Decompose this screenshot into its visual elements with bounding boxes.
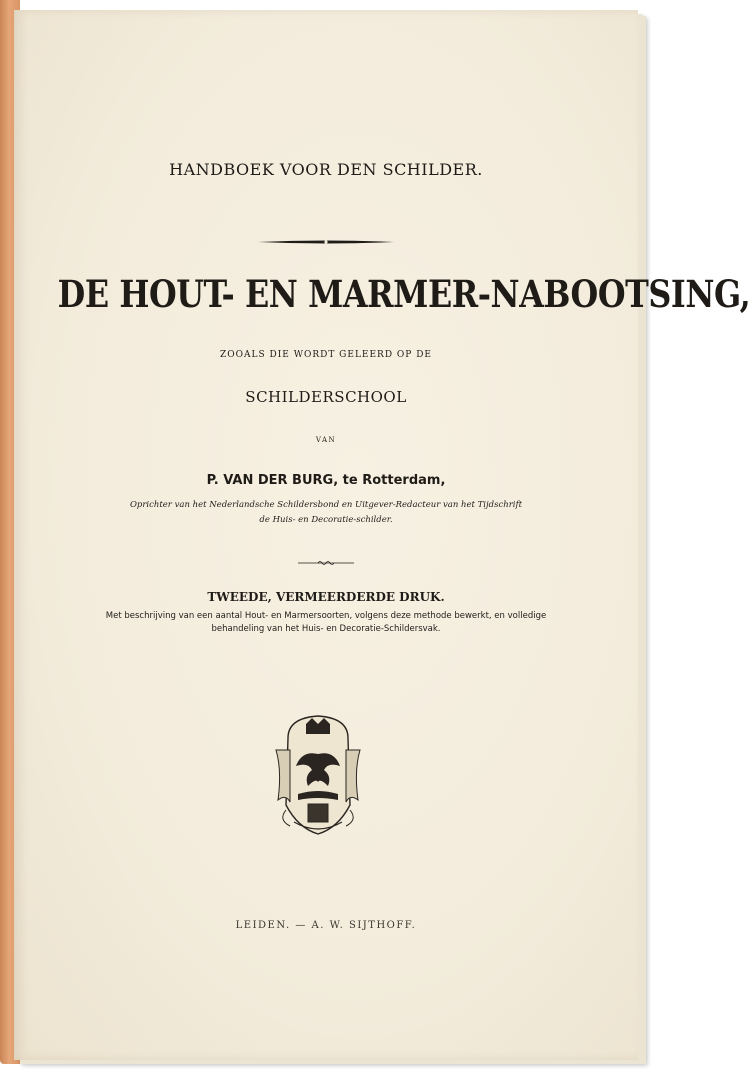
school-name: SCHILDERSCHOOL bbox=[245, 388, 407, 406]
van-label: VAN bbox=[315, 436, 337, 444]
publisher-emblem-icon bbox=[268, 710, 368, 844]
ornamental-rule-icon bbox=[14, 232, 638, 251]
book-title: DE HOUT- EN MARMER-NABOOTSING, bbox=[57, 272, 750, 316]
author-description-line1: Oprichter van het Nederlandsche Schildersbond en Uitgever-Redacteur van het Tijdschrift bbox=[129, 500, 523, 510]
title-page bbox=[14, 10, 750, 1060]
author-name: P. VAN DER BURG, te Rotterdam, bbox=[206, 473, 446, 488]
edition-description-line1: Met beschrijving van een aantal Hout- en Marmersoorten, volgens deze methode bewerkt, en volledige bbox=[105, 611, 547, 621]
series-header: HANDBOEK VOOR DEN SCHILDER. bbox=[169, 160, 483, 179]
ornamental-rule-icon bbox=[14, 552, 638, 571]
author-description-line2: de Huis- en Decoratie-schilder. bbox=[259, 515, 393, 525]
edition-label: TWEEDE, VERMEERDERDE DRUK. bbox=[207, 590, 445, 604]
subtitle: ZOOALS DIE WORDT GELEERD OP DE bbox=[219, 350, 432, 360]
publisher-imprint: LEIDEN. — A. W. SIJTHOFF. bbox=[235, 920, 417, 931]
edition-description-line2: behandeling van het Huis- en Decoratie-Schildersvak. bbox=[211, 624, 441, 634]
